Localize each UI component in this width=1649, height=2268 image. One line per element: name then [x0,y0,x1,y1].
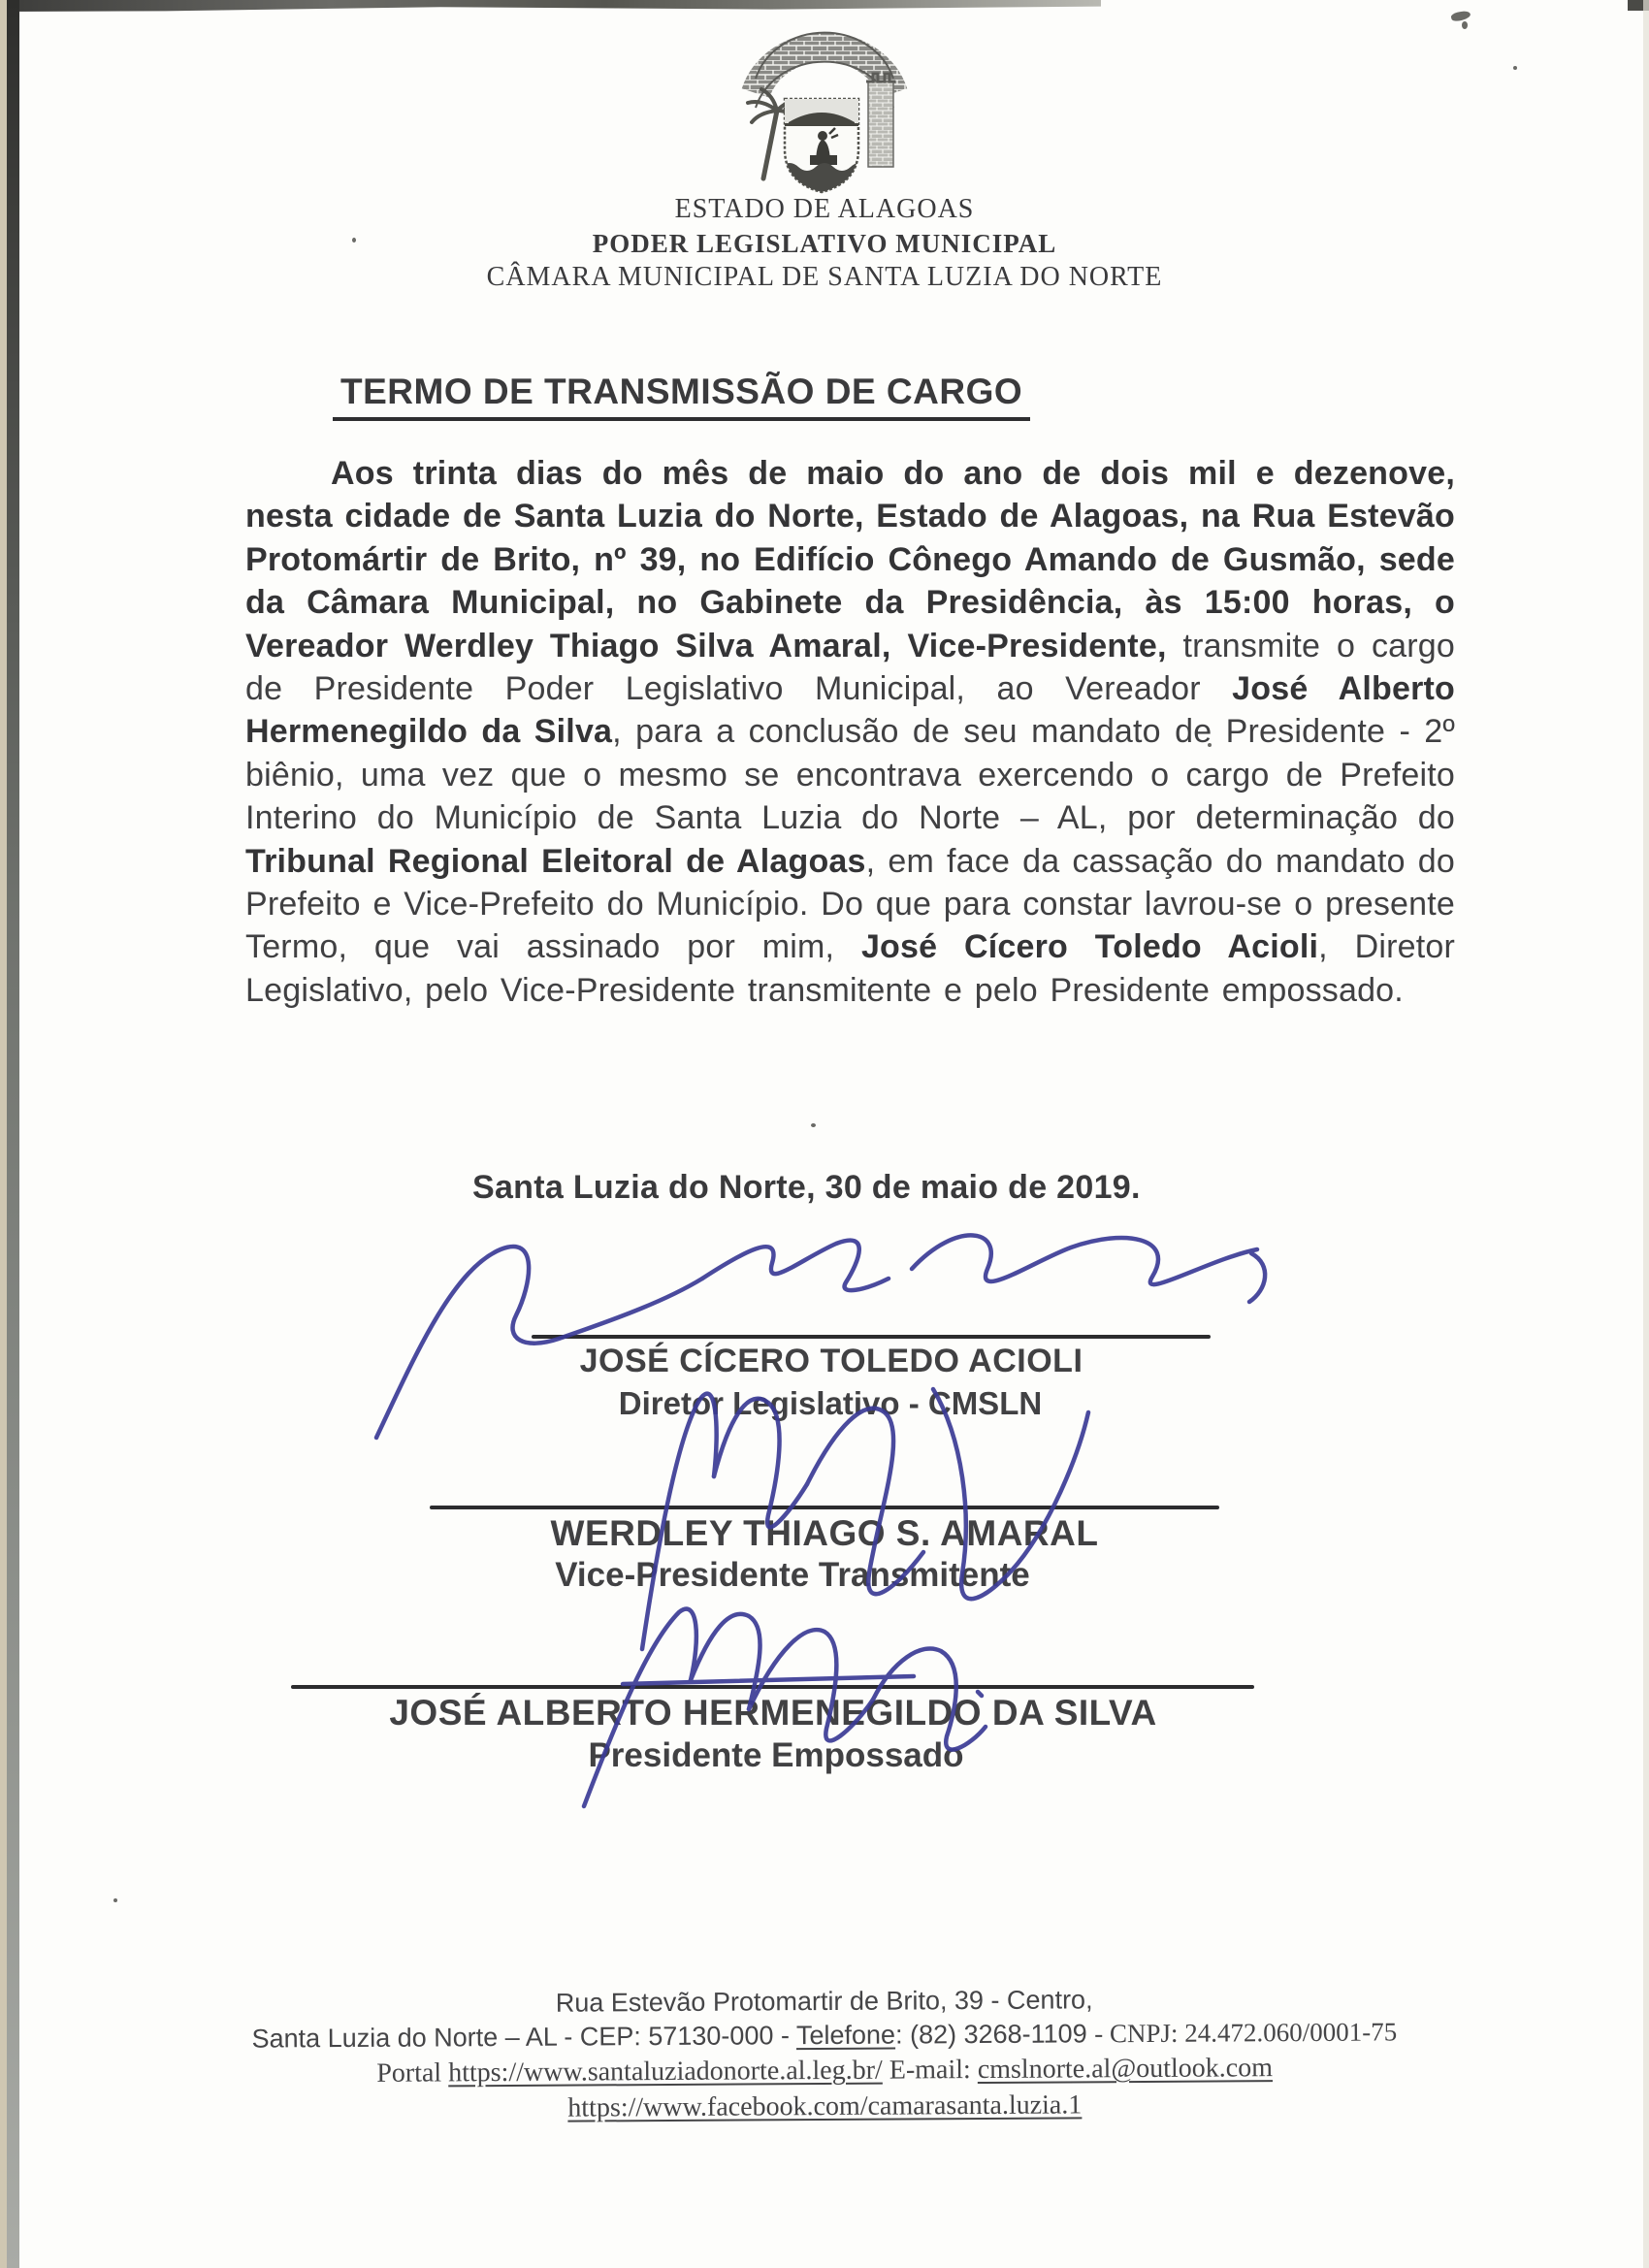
scan-artifact-right-edge [1643,0,1649,2268]
scan-artifact-left-paper-edge [0,0,7,2268]
document-letterhead [291,194,1358,293]
coat-of-arms-icon [723,21,926,201]
scan-speck [1513,66,1517,70]
scan-speck [1450,10,1471,23]
signature-line [532,1335,1211,1339]
signatory-role: Presidente Empossado [588,1736,964,1774]
footer-phone: : (82) 3268-1109 [894,2019,1095,2050]
footer-telefone-label: Telefone [795,2020,896,2051]
document-title: TERMO DE TRANSMISSÃO DE CARGO [333,372,1030,421]
signatory-role: Vice-Presidente Transmitente [555,1556,1030,1594]
document-footer [29,1980,1621,2129]
letterhead-branch: PODER LEGISLATIVO MUNICIPAL [592,229,1057,258]
scan-speck [811,1123,816,1127]
signatory-name: WERDLEY THIAGO S. AMARAL [550,1513,1099,1553]
scan-speck [1462,21,1468,29]
scan-speck [113,1898,117,1902]
document-date-line: Santa Luzia do Norte, 30 de maio de 2019. [472,1169,1141,1206]
scan-artifact-left-shadow-bar [7,0,19,2268]
letterhead-chamber: CÂMARA MUNICIPAL DE SANTA LUZIA DO NORTE [486,262,1163,292]
signatory-name: JOSÉ ALBERTO HERMENEGILDO DA SILVA [389,1693,1157,1733]
footer-email-label: E-mail: [882,2055,978,2086]
signatory-name: JOSÉ CÍCERO TOLEDO ACIOLI [579,1343,1083,1379]
signature-line [291,1685,1254,1689]
letterhead-state: ESTADO DE ALAGOAS [674,194,975,224]
footer-address: Rua Estevão Protomartir de Brito, 39 - Centro, [555,1985,1093,2018]
footer-email: cmslnorte.al@outlook.com [977,2053,1274,2086]
scan-artifact-top-edge [0,0,1101,12]
signatory-role: Diretor Legislativo - CMSLN [618,1385,1043,1421]
signature-line [430,1506,1219,1509]
footer-portal-url: https://www.santaluziadonorte.al.leg.br/ [448,2055,883,2089]
footer-facebook-url: https://www.facebook.com/camarasanta.luzia.1 [567,2090,1083,2123]
footer-city-cep: Santa Luzia do Norte – AL - CEP: 57130-000 - [251,2021,797,2054]
document-body-paragraph: Aos trinta dias do mês de maio do ano de dois mil e dezenove, nesta cidade de Santa Luzia do Norte, Estado de Alagoas, na Rua Estevão Protomártir de Brito, nº 39, no Edifício Cônego Amando de Gusmão, sede da Câmara Municipal, no Gabinete da Presidência, às 15:00 horas, o Vereador Werdley Thiago Silva Amaral, Vice-Presidente, transmite o cargo de Presidente Poder Legislativo Municipal, ao Vereador José Alberto Hermenegildo da Silva, para a conclusão de seu mandato de Presidente - 2º biênio, uma vez que o mesmo se encontrava exercendo o cargo de Prefeito Interino do Município de Santa Luzia do Norte – AL, por determinação do Tribunal Regional Eleitoral de Alagoas, em face da cassação do mandato do Prefeito e Vice-Prefeito do Município. Do que para constar lavrou-se o presente Termo, que vai assinado por mim, José Cícero Toledo Acioli, Diretor Legislativo, pelo Vice-Presidente transmitente e pelo Presidente empossado. [245,455,1455,1009]
footer-cnpj: - CNPJ: 24.472.060/0001-75 [1094,2017,1398,2049]
footer-portal-label: Portal [376,2057,449,2089]
